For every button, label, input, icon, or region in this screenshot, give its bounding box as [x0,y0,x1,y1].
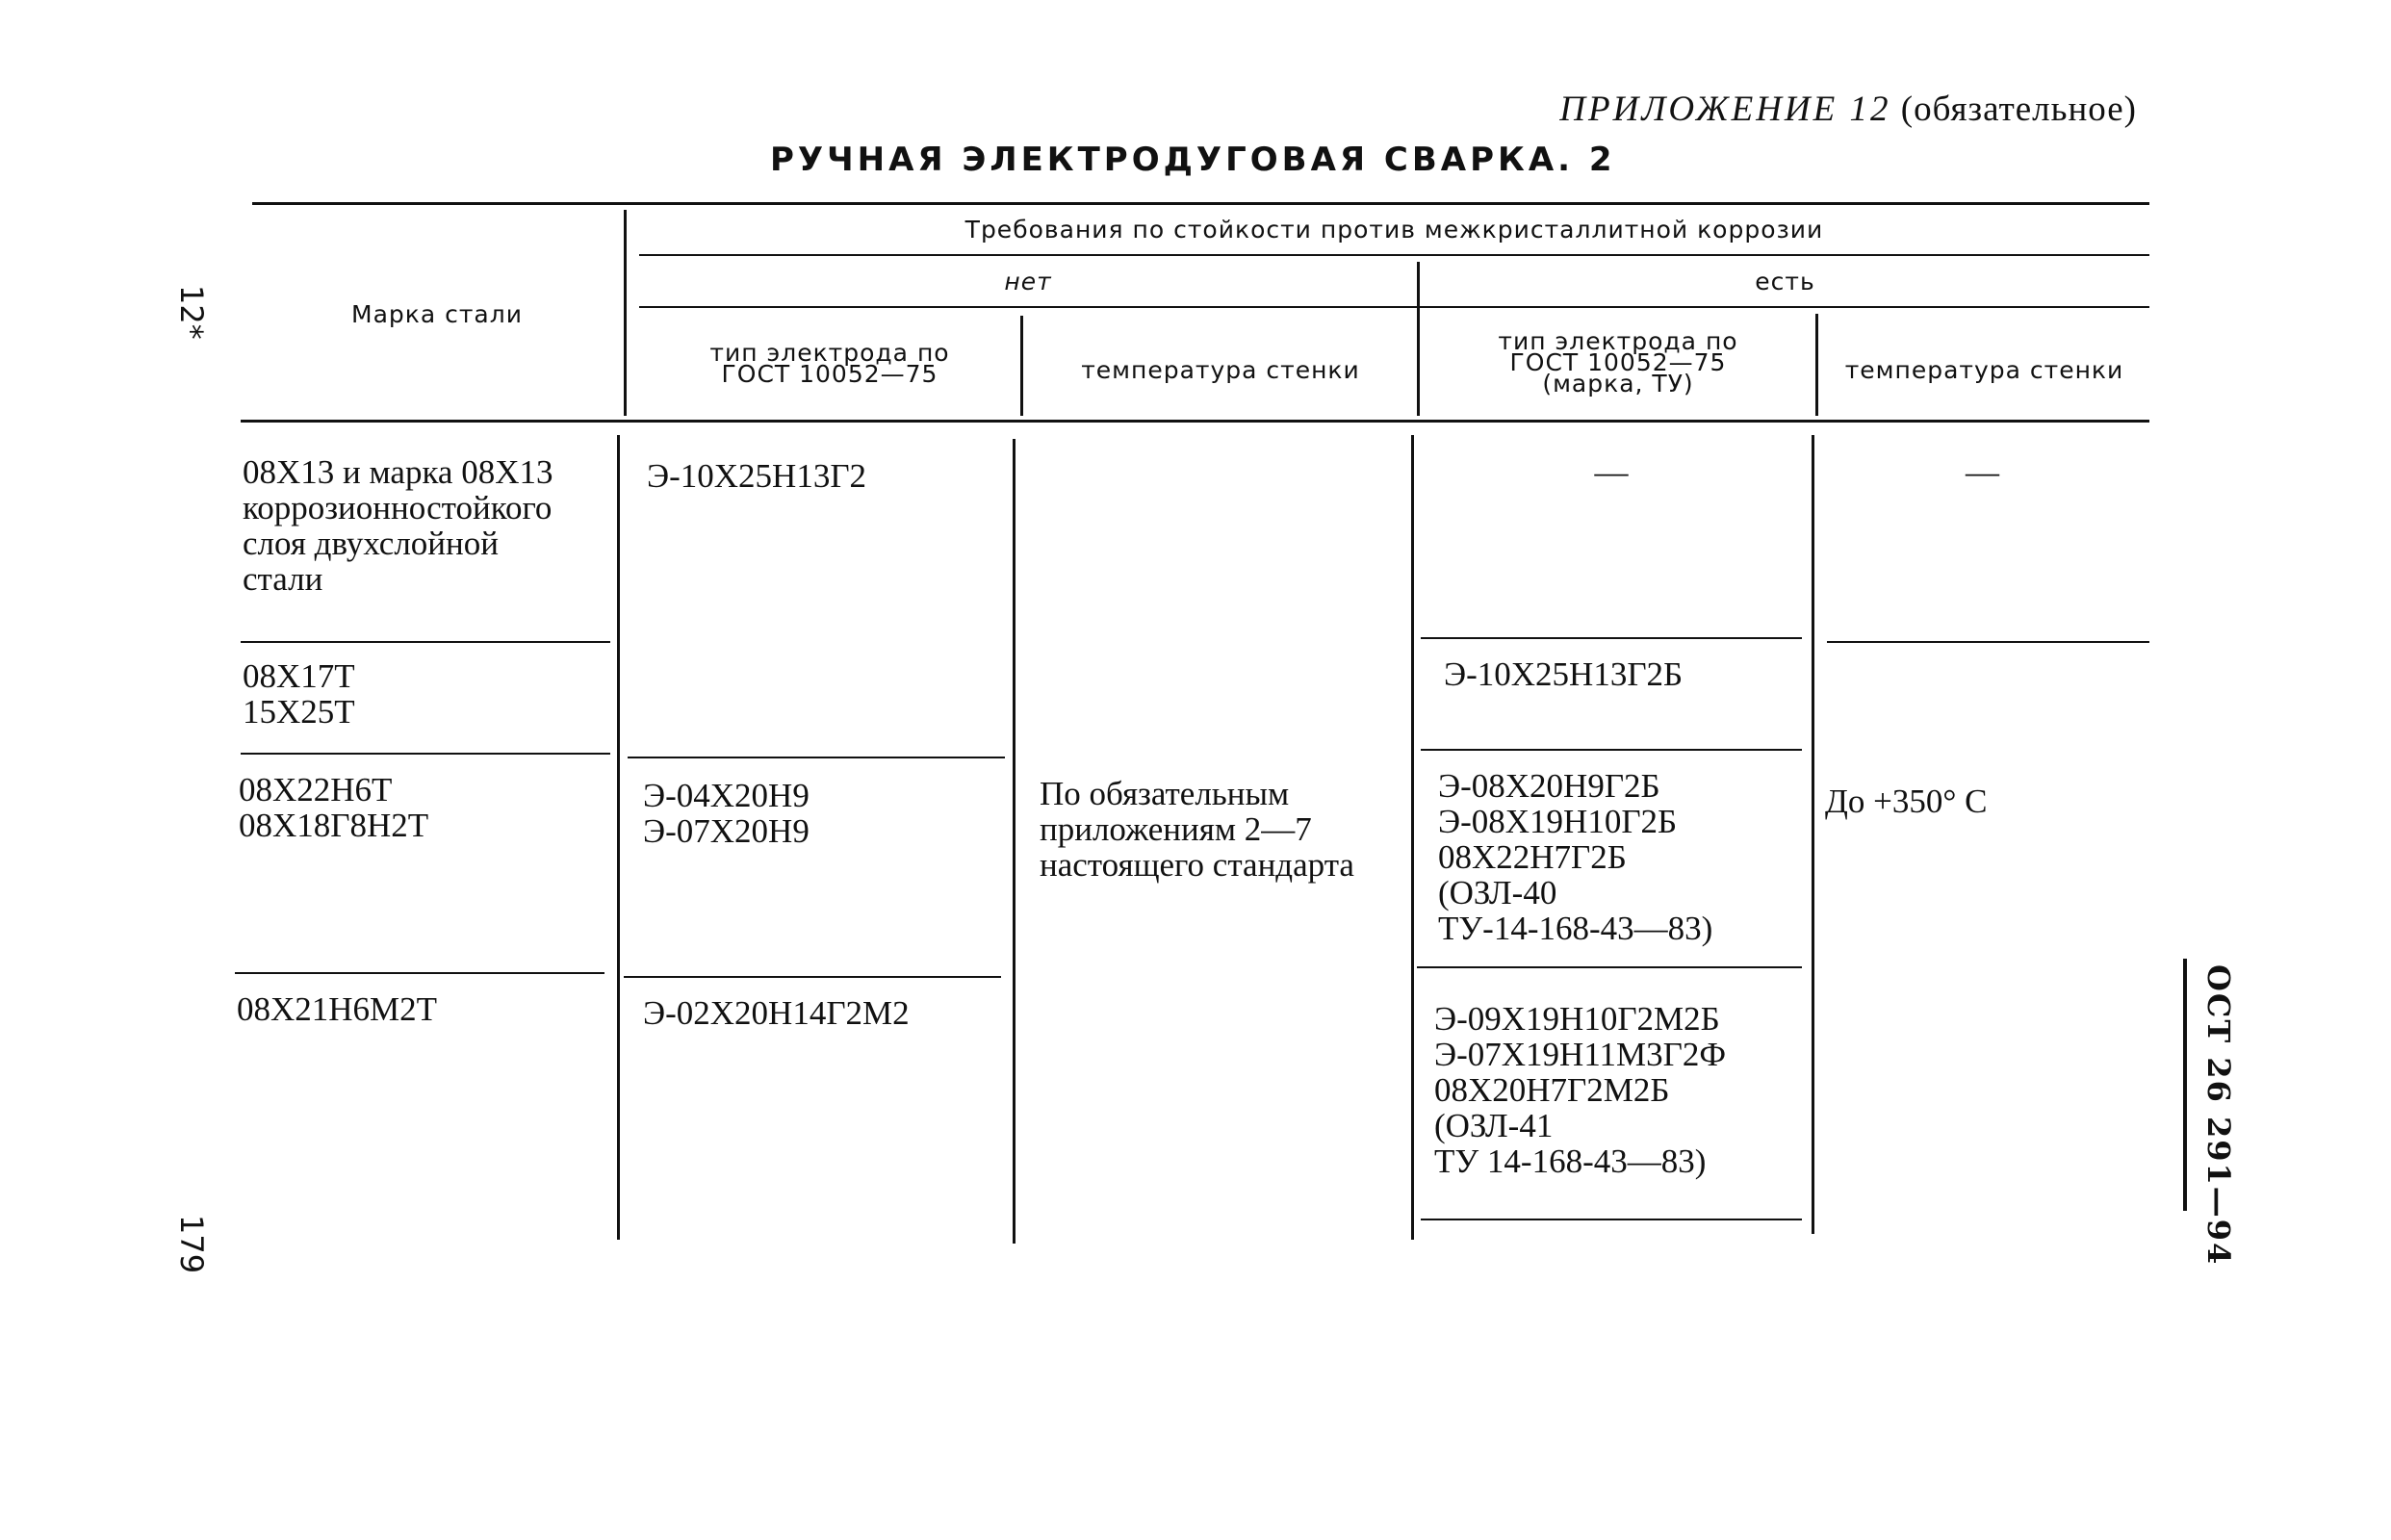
row-2-steel: 08Х17Т 15Х25Т [243,657,355,731]
col-header-steel: Марка стали [351,300,523,328]
appendix-label: ПРИЛОЖЕНИЕ 12 [1559,90,1891,129]
row-3-no-electrode: Э-04Х20Н9 Э-07Х20Н9 [643,777,810,850]
header-divider-yes [1815,314,1818,416]
rule-under-groups [639,306,2149,308]
rule-under-requirements [639,254,2149,256]
page-title: РУЧНАЯ ЭЛЕКТРОДУГОВАЯ СВАРКА. 2 [770,141,1616,179]
header-divider-groups [1417,262,1420,416]
header-divider-steel [624,210,627,416]
col-header-yes-temp: температура стенки [1844,356,2124,384]
row-1-yes-electrode: — [1594,453,1629,491]
row-rule-steel-3 [235,972,604,974]
row-rule-steel-1 [241,641,610,643]
table-top-rule [252,202,2149,205]
row-rule-yes-3 [1417,966,1802,968]
row-rule-yestemp-1 [1827,641,2149,643]
body-divider-groups [1411,435,1414,1240]
row-rule-steel-2 [241,753,610,755]
yes-temp-value: До +350° С [1825,783,1988,820]
body-divider-no [1013,439,1016,1244]
row-1-yes-temp: — [1966,453,1999,491]
row-1-no-electrode: Э-10Х25Н13Г2 [647,457,867,495]
body-divider-yes [1812,435,1814,1234]
row-4-no-electrode: Э-02Х20Н14Г2М2 [643,994,910,1032]
col-header-no-electrode: тип электрода по ГОСТ 10052—75 [709,339,950,388]
page-number: 179 [173,1215,210,1274]
body-divider-steel [617,435,620,1240]
row-rule-yes-2 [1421,749,1802,751]
no-temp-value: По обязательным приложениям 2—7 настоящего стандарта [1040,775,1354,884]
row-2-yes-electrode: Э-10Х25Н13Г2Б [1444,655,1684,693]
page-marker-top: 12* [173,285,210,340]
appendix-heading [1502,89,2137,130]
row-rule-no-3 [624,976,1001,978]
doc-number: ОСТ 26 291—94 [2200,964,2237,1267]
requirements-header: Требования по стойкости против межкристаллитной коррозии [964,216,1824,244]
header-divider-no [1020,316,1023,416]
row-1-steel: 08Х13 и марка 08Х13 коррозионностойкого слоя двухслойной стали [243,453,553,598]
row-4-yes-electrode: Э-09Х19Н10Г2М2Б Э-07Х19Н11М3Г2Ф 08Х20Н7Г2М2Б (ОЗЛ-41 ТУ 14-168-43—83) [1434,1000,1727,1180]
col-header-no-temp: температура стенки [1081,356,1360,384]
header-bottom-rule [241,420,2149,423]
row-rule-yes-4 [1421,1219,1802,1220]
row-3-steel: 08Х22Н6Т 08Х18Г8Н2Т [239,771,429,844]
row-rule-yes-1 [1421,637,1802,639]
col-header-yes-electrode: тип электрода по ГОСТ 10052—75 (марка, ТУ) [1498,327,1738,398]
appendix-note: (обязательное) [1900,90,2137,129]
row-4-steel: 08Х21Н6М2Т [237,990,438,1028]
row-rule-no-2 [628,757,1005,758]
row-3-yes-electrode: Э-08Х20Н9Г2Б Э-08Х19Н10Г2Б 08Х22Н7Г2Б (ОЗЛ-40 ТУ-14-168-43—83) [1438,767,1713,947]
doc-number-rule [2183,959,2187,1211]
group-header-no: нет [1004,268,1052,295]
group-header-yes: есть [1755,268,1815,295]
